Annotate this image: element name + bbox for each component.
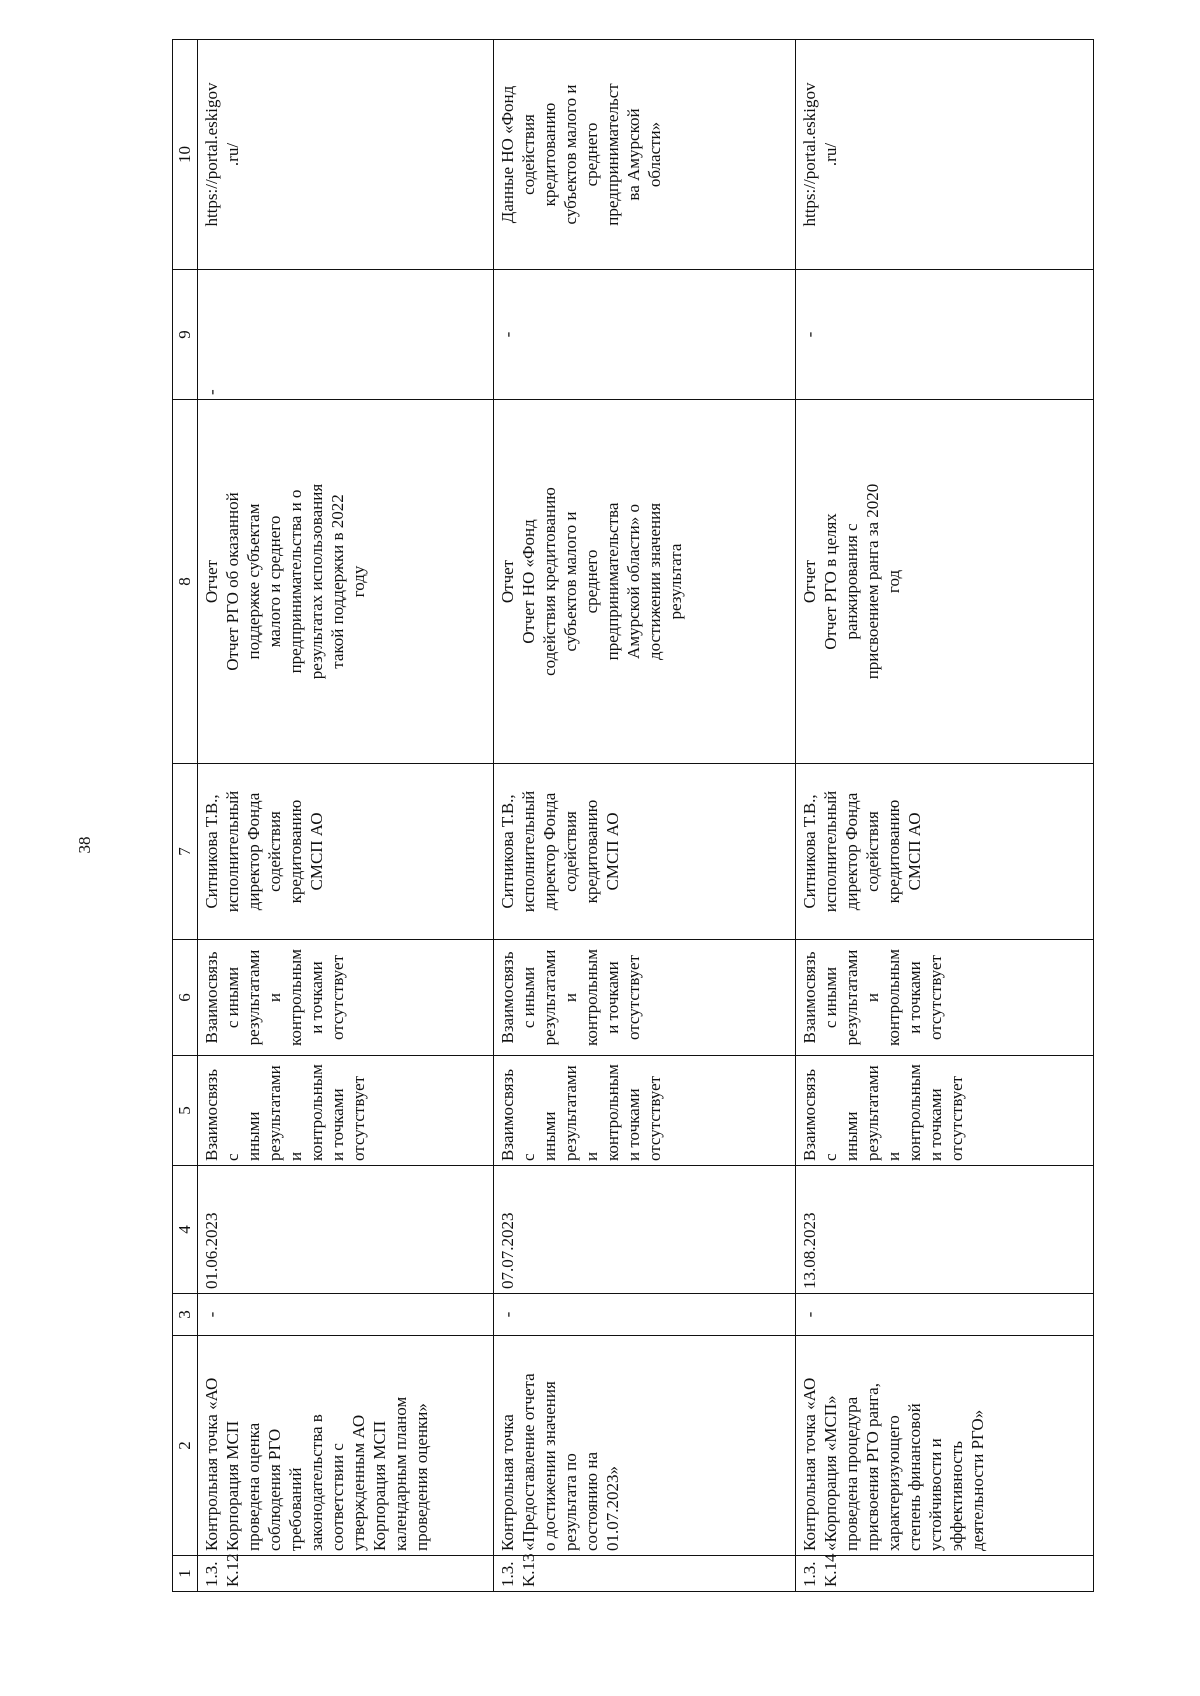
row-number: 1.3. K.13: [494, 1556, 796, 1592]
control-point-name: Контрольная точка «АО «Корпорация «МСП» проведена процедура присвоения РГО ранга, характеризующего степень финансовой устойчивости и эффективность деятельности РГО»: [796, 1336, 1094, 1556]
due-date: 01.06.2023: [198, 1166, 494, 1294]
relation-successor: Взаимосвязь с иными результатами и контрольным и точками отсутствует: [796, 940, 1094, 1056]
confirming-document: Отчет Отчет РГО об оказанной поддержке субъектам малого и среднего предпринимательства и о результатах использования такой поддержки в 2022 году: [198, 400, 494, 764]
column-header: 5: [173, 1056, 198, 1166]
table-row: [494, 40, 796, 1592]
confirming-document: Отчет Отчет РГО в целях ранжирования с присвоением ранга за 2020 год: [796, 400, 1094, 764]
column-header: 6: [173, 940, 198, 1056]
responsible-person: Ситникова Т.В., исполнительный директор Фонда содействия кредитованию СМСП АО: [494, 764, 796, 940]
relation-predecessor: Взаимосвязь с иными результатами и контрольным и точками отсутствует: [796, 1056, 1094, 1166]
table-row: [198, 40, 494, 1592]
relation-successor: Взаимосвязь с иными результатами и контрольным и точками отсутствует: [494, 940, 796, 1056]
column-header: 4: [173, 1166, 198, 1294]
information-source: https://portal.eskigov .ru/: [796, 40, 1094, 270]
responsible-person: Ситникова Т.В., исполнительный директор Фонда содействия кредитованию СМСП АО: [796, 764, 1094, 940]
due-date: 13.08.2023: [796, 1166, 1094, 1294]
row-number: 1.3. K.14: [796, 1556, 1094, 1592]
column-header: 7: [173, 764, 198, 940]
control-point-name: Контрольная точка «АО Корпорация МСП проведена оценка соблюдения РГО требований законодательства в соответствии с утвержденным АО Корпорация МСП календарным планом проведения оценки»: [198, 1336, 494, 1556]
confirming-document: Отчет Отчет НО «Фонд содействия кредитованию субъектов малого и среднего предпринимательства Амурской области» о достижении значения результата: [494, 400, 796, 764]
column-header: 9: [173, 270, 198, 400]
page-number: 38: [75, 836, 94, 854]
relation-successor: Взаимосвязь с иными результатами и контрольным и точками отсутствует: [198, 940, 494, 1056]
cell-dash: -: [198, 1294, 494, 1336]
column-header: 10: [173, 40, 198, 270]
header-row: [173, 40, 198, 1592]
column-header: 1: [173, 1556, 198, 1592]
information-source: Данные НО «Фонд содействия кредитованию субъектов малого и среднего предпринимательст ва Амурской области»: [494, 40, 796, 270]
control-point-name: Контрольная точка «Предоставление отчета о достижении значения результата по состоянию на 01.07.2023»: [494, 1336, 796, 1556]
relation-predecessor: Взаимосвязь с иными результатами и контрольным и точками отсутствует: [198, 1056, 494, 1166]
column-header: 3: [173, 1294, 198, 1336]
table-row: [796, 40, 1094, 1592]
control-points-table: [172, 39, 1094, 1592]
cell-dash: -: [796, 270, 1094, 400]
control-points-table-wrapper: [172, 40, 1092, 1592]
cell-dash: -: [494, 1294, 796, 1336]
cell-dash: -: [198, 270, 494, 400]
relation-predecessor: Взаимосвязь с иными результатами и контрольным и точками отсутствует: [494, 1056, 796, 1166]
due-date: 07.07.2023: [494, 1166, 796, 1294]
responsible-person: Ситникова Т.В., исполнительный директор Фонда содействия кредитованию СМСП АО: [198, 764, 494, 940]
cell-dash: -: [796, 1294, 1094, 1336]
row-number: 1.3. K.12: [198, 1556, 494, 1592]
column-header: 2: [173, 1336, 198, 1556]
cell-dash: -: [494, 270, 796, 400]
column-header: 8: [173, 400, 198, 764]
information-source: https://portal.eskigov .ru/: [198, 40, 494, 270]
